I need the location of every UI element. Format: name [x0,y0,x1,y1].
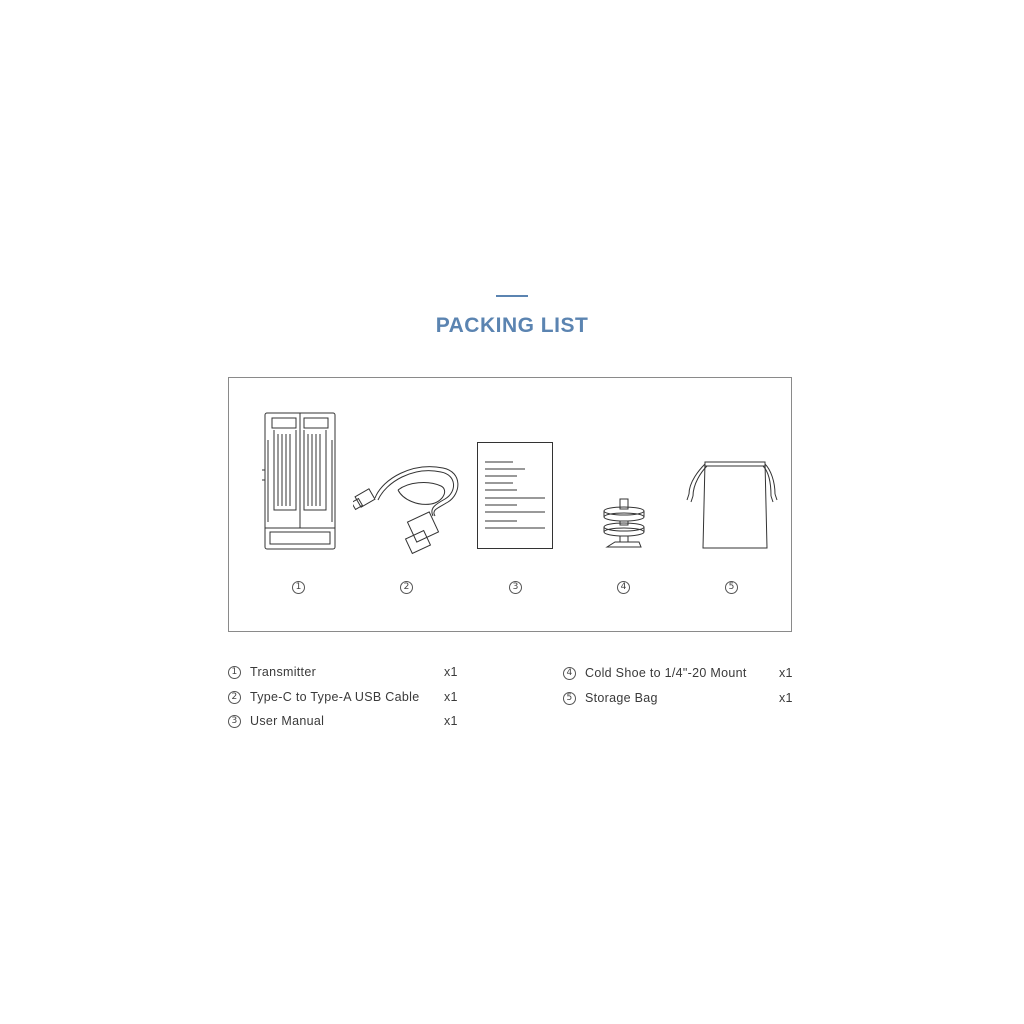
item-quantity: x1 [444,690,458,704]
item-number: 3 [228,715,241,728]
item-name: Type-C to Type-A USB Cable [250,690,420,704]
item-number: 1 [228,666,241,679]
item-quantity: x1 [779,666,793,680]
list-item [563,691,795,707]
item-name: Storage Bag [585,691,658,705]
item-number: 5 [563,692,576,705]
user-manual-icon [477,442,554,550]
item-number: 2 [228,691,241,704]
transmitter-icon [260,410,340,552]
item-name: Cold Shoe to 1/4"-20 Mount [585,666,747,680]
item-quantity: x1 [779,691,793,705]
list-item [228,690,460,706]
figure-label-1: 1 [292,581,305,594]
item-number: 4 [563,667,576,680]
item-quantity: x1 [444,665,458,679]
item-name: User Manual [250,714,325,728]
item-quantity: x1 [444,714,458,728]
page-title: PACKING LIST [435,314,589,337]
usb-cable-icon [353,460,463,555]
figure-label-4: 4 [617,581,630,594]
title-accent-bar [496,295,528,297]
figure-label-5: 5 [725,581,738,594]
figure-label-3: 3 [509,581,522,594]
item-name: Transmitter [250,665,317,679]
figure-label-2: 2 [400,581,413,594]
list-item [228,665,460,681]
storage-bag-icon [685,458,779,552]
cold-shoe-mount-icon [601,497,647,553]
list-item [228,714,460,730]
list-item [563,666,795,682]
